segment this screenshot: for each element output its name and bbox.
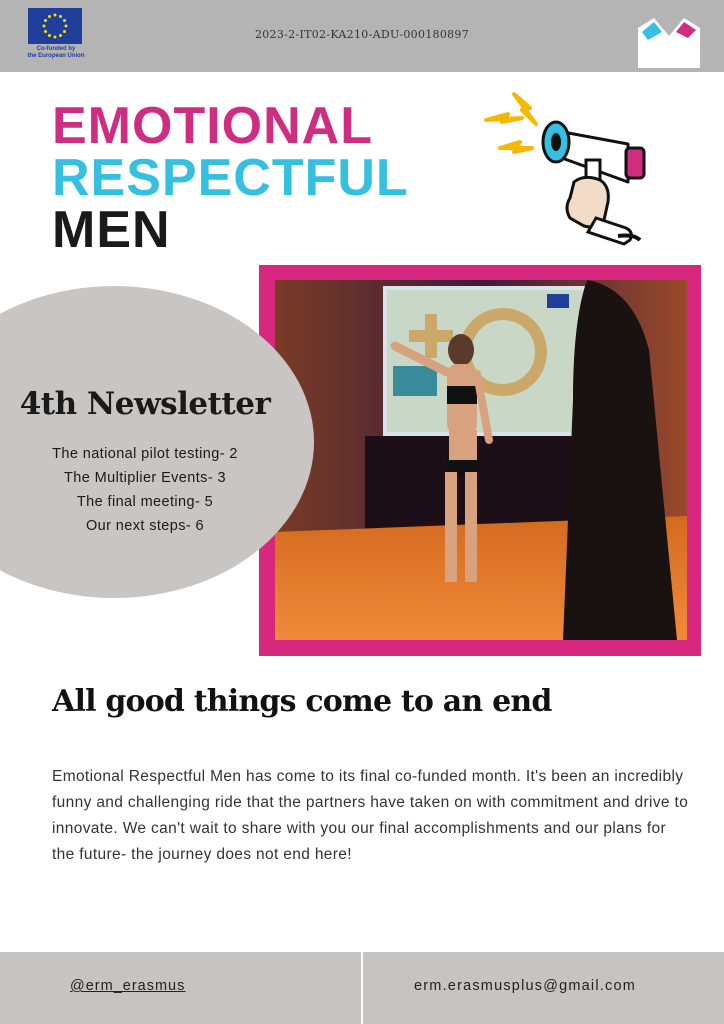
header-bar (0, 0, 724, 72)
megaphone-icon (478, 86, 664, 246)
article-body: Emotional Respectful Men has come to its final co-funded month. It's been an incredibly funny and challenging ride that the partners have taken on with commitment and drive to innovate. We can't wait to share with you our final accomplishments and our plans for the future- the journey does not end here! (52, 768, 689, 863)
toc-item: The Multiplier Events- 3 (64, 470, 226, 486)
social-handle-link[interactable]: @erm_erasmus (70, 978, 186, 994)
title-line-men: MEN (52, 201, 171, 259)
project-code: 2023-2-IT02-KA210-ADU-000180897 (254, 28, 470, 41)
title-line-emotional: EMOTIONAL (52, 97, 373, 155)
title-line-respectful: RESPECTFUL (52, 149, 409, 207)
toc-item: The final meeting- 5 (76, 494, 214, 510)
footer-divider (361, 952, 363, 1024)
article-heading: All good things come to an end (52, 684, 552, 719)
table-of-contents (0, 442, 290, 538)
event-photo (275, 280, 687, 640)
eu-flag-icon (28, 8, 82, 44)
newsletter-title: 4th Newsletter (19, 386, 271, 422)
contact-email-link[interactable]: erm.erasmusplus@gmail.com (414, 978, 636, 994)
toc-item: Our next steps- 6 (85, 518, 204, 534)
erm-logo-icon (634, 14, 704, 70)
eu-funding-caption: Co-funded by the European Union (27, 46, 85, 59)
toc-item: The national pilot testing- 2 (52, 446, 238, 462)
